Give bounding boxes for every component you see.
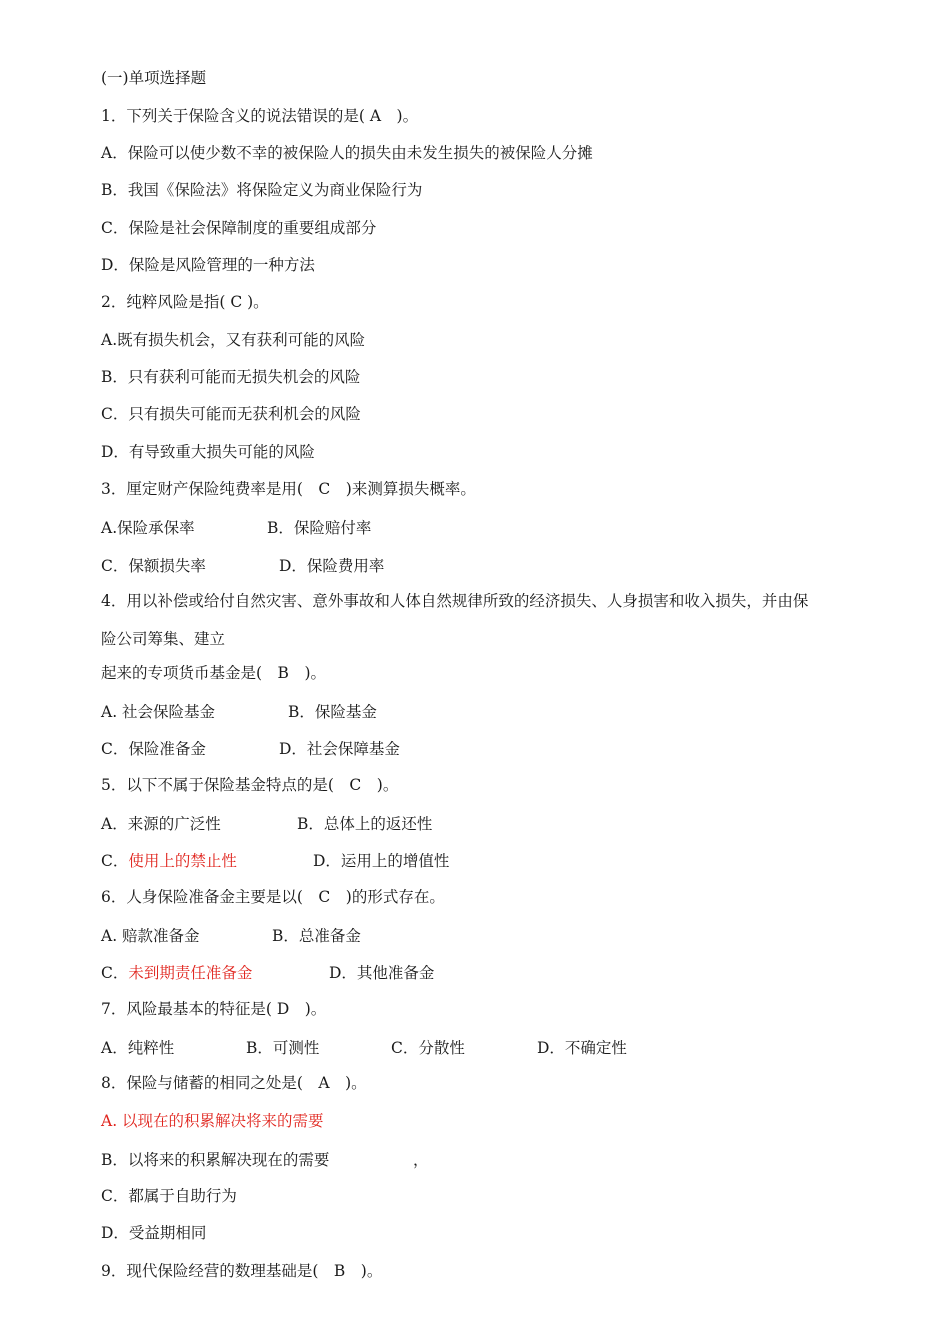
question-4-stem-line-2: 险公司筹集、建立: [101, 630, 226, 648]
question-5-option-c-highlighted: 使用上的禁止性: [128, 852, 237, 870]
question-6-option-b: B．总准备金: [272, 927, 361, 945]
question-7-option-c: C．分散性: [391, 1039, 465, 1057]
question-3-options-row-1: [101, 516, 881, 536]
question-1-option-c: C．保险是社会保障制度的重要组成部分: [101, 219, 377, 237]
question-7-options-row: [101, 1036, 881, 1056]
question-3-option-d: D．保险费用率: [279, 557, 385, 575]
question-7-option-b: B．可测性: [246, 1039, 320, 1057]
question-6-option-c-highlighted: 未到期责任准备金: [128, 964, 253, 982]
question-4-options-row-2: [101, 737, 881, 757]
question-3-option-c: C．保额损失率: [101, 557, 206, 575]
question-5-options-row-1: [101, 812, 881, 832]
question-1-option-b: B．我国《保险法》将保险定义为商业保险行为: [101, 181, 423, 199]
question-6-option-d: D．其他准备金: [329, 964, 435, 982]
question-8-option-b-trailing-comma: ，: [413, 1151, 429, 1169]
question-2-option-a: A.既有损失机会，又有获利可能的风险: [101, 331, 366, 349]
question-6-options-row-2: [101, 961, 881, 981]
question-6-option-a: A. 赔款准备金: [101, 927, 200, 945]
question-3-options-row-2: [101, 554, 881, 574]
question-8-option-b: B．以将来的积累解决现在的需要: [101, 1151, 330, 1169]
question-3-option-a: A.保险承保率: [101, 519, 195, 537]
question-7-stem: 7．风险最基本的特征是( D )。: [101, 1000, 327, 1018]
question-6-option-c: [101, 961, 252, 983]
question-5-option-a: A．来源的广泛性: [101, 815, 221, 833]
question-4-stem-line-3: 起来的专项货币基金是( B )。: [101, 664, 326, 682]
question-7-option-a: A．纯粹性: [101, 1039, 175, 1057]
question-2-option-b: B．只有获利可能而无损失机会的风险: [101, 368, 361, 386]
question-4-option-d: D．社会保障基金: [279, 740, 400, 758]
question-5-option-c-letter: C．: [101, 852, 129, 870]
question-8-option-a-highlighted: A. 以现在的积累解决将来的需要: [101, 1112, 324, 1130]
question-6-option-c-letter: C．: [101, 964, 129, 982]
question-4-option-b: B．保险基金: [288, 703, 377, 721]
question-6-options-row-1: [101, 924, 881, 944]
question-5-option-b: B．总体上的返还性: [297, 815, 433, 833]
question-8-option-b-row: [101, 1148, 881, 1168]
question-3-stem: 3．厘定财产保险纯费率是用( C )来测算损失概率。: [101, 480, 476, 498]
question-5-option-d: D．运用上的增值性: [313, 852, 450, 870]
question-8-option-d: D．受益期相同: [101, 1224, 207, 1242]
question-4-option-c: C．保险准备金: [101, 740, 206, 758]
question-3-option-b: B．保险赔付率: [267, 519, 372, 537]
question-2-option-d: D．有导致重大损失可能的风险: [101, 443, 315, 461]
question-8-option-c: C．都属于自助行为: [101, 1187, 237, 1205]
question-5-stem: 5．以下不属于保险基金特点的是( C )。: [101, 776, 399, 794]
question-1-stem: 1．下列关于保险含义的说法错误的是( A )。: [101, 107, 419, 125]
question-2-stem: 2．纯粹风险是指( C )。: [101, 293, 269, 311]
question-5-option-c: [101, 849, 237, 871]
question-6-stem: 6．人身保险准备金主要是以( C )的形式存在。: [101, 888, 445, 906]
question-2-option-c: C．只有损失可能而无获利机会的风险: [101, 405, 361, 423]
question-4-option-a: A. 社会保险基金: [101, 703, 216, 721]
question-1-option-d: D．保险是风险管理的一种方法: [101, 256, 315, 274]
question-1-option-a: A．保险可以使少数不幸的被保险人的损失由未发生损失的被保险人分摊: [101, 144, 593, 162]
question-4-stem-line-1: 4．用以补偿或给付自然灾害、意外事故和人体自然规律所致的经济损失、人身损害和收入损失，并由保: [101, 592, 809, 610]
section-title: (一)单项选择题: [101, 69, 207, 87]
question-5-options-row-2: [101, 849, 881, 869]
question-4-options-row-1: [101, 700, 881, 720]
question-7-option-d: D．不确定性: [537, 1039, 627, 1057]
question-8-stem: 8．保险与储蓄的相同之处是( A )。: [101, 1074, 367, 1092]
question-9-stem: 9．现代保险经营的数理基础是( B )。: [101, 1262, 383, 1280]
